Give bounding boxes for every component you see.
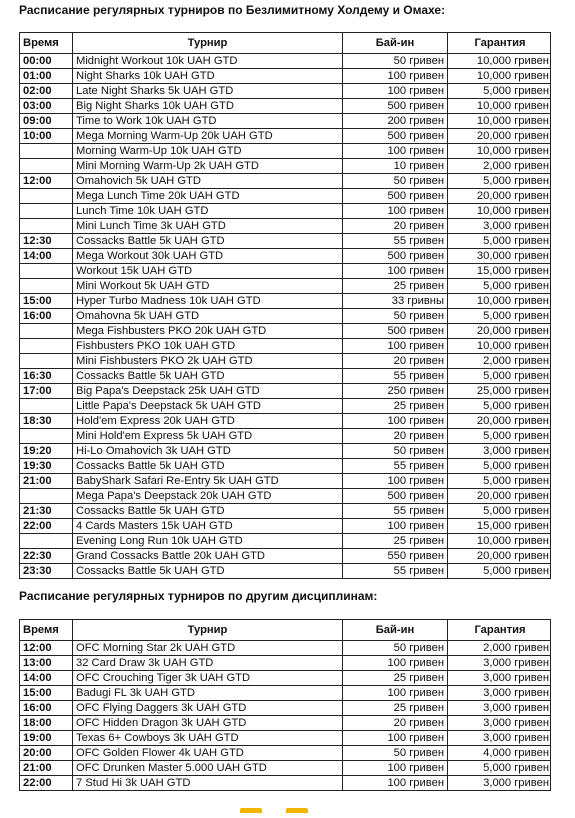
- cell-tournament-name: Time to Work 10k UAH GTD: [73, 114, 343, 129]
- cell-time: 00:00: [20, 54, 73, 69]
- table-row: [20, 309, 551, 324]
- cell-time: 20:00: [20, 746, 73, 761]
- cell-guarantee: 3,000 гривен: [448, 686, 551, 701]
- column-header-guarantee: Гарантия: [448, 620, 551, 641]
- cell-guarantee: 20,000 гривен: [448, 189, 551, 204]
- cell-buyin: 100 гривен: [343, 761, 448, 776]
- cell-buyin: 100 гривен: [343, 776, 448, 791]
- cell-tournament-name: Cossacks Battle 5k UAH GTD: [73, 504, 343, 519]
- cell-time: 18:00: [20, 716, 73, 731]
- table-row: [20, 294, 551, 309]
- table-row: [20, 99, 551, 114]
- cell-time: [20, 489, 73, 504]
- cell-buyin: 200 гривен: [343, 114, 448, 129]
- cell-buyin: 33 гривны: [343, 294, 448, 309]
- cell-guarantee: 30,000 гривен: [448, 249, 551, 264]
- cell-guarantee: 5,000 гривен: [448, 234, 551, 249]
- cell-tournament-name: Omahovna 5k UAH GTD: [73, 309, 343, 324]
- column-header-buyin: Бай-ин: [343, 620, 448, 641]
- cell-buyin: 100 гривен: [343, 414, 448, 429]
- table-row: [20, 339, 551, 354]
- cell-time: [20, 159, 73, 174]
- cell-buyin: 250 гривен: [343, 384, 448, 399]
- cell-guarantee: 3,000 гривен: [448, 656, 551, 671]
- cell-guarantee: 5,000 гривен: [448, 474, 551, 489]
- cell-buyin: 50 гривен: [343, 54, 448, 69]
- holdem-schedule-heading: Расписание регулярных турниров по Безлимитному Холдему и Омахе:: [19, 3, 446, 17]
- cell-buyin: 100 гривен: [343, 339, 448, 354]
- cell-buyin: 25 гривен: [343, 279, 448, 294]
- column-header-guarantee: Гарантия: [448, 33, 551, 54]
- table-row: [20, 159, 551, 174]
- table-row: [20, 549, 551, 564]
- column-header-time: Время: [20, 33, 73, 54]
- cell-tournament-name: OFC Hidden Dragon 3k UAH GTD: [73, 716, 343, 731]
- cell-guarantee: 3,000 гривен: [448, 444, 551, 459]
- cell-time: [20, 204, 73, 219]
- cell-time: 12:00: [20, 174, 73, 189]
- cell-time: 16:30: [20, 369, 73, 384]
- cell-guarantee: 15,000 гривен: [448, 519, 551, 534]
- cell-buyin: 50 гривен: [343, 746, 448, 761]
- cell-guarantee: 3,000 гривен: [448, 731, 551, 746]
- table-row: [20, 54, 551, 69]
- table-row: [20, 279, 551, 294]
- cell-time: 10:00: [20, 129, 73, 144]
- cell-time: 15:00: [20, 686, 73, 701]
- cell-tournament-name: Lunch Time 10k UAH GTD: [73, 204, 343, 219]
- table-header-row: [20, 33, 551, 54]
- cell-buyin: 550 гривен: [343, 549, 448, 564]
- cell-tournament-name: Cossacks Battle 5k UAH GTD: [73, 234, 343, 249]
- cell-guarantee: 10,000 гривен: [448, 534, 551, 549]
- cell-time: 01:00: [20, 69, 73, 84]
- table-row: [20, 234, 551, 249]
- table-row: [20, 641, 551, 656]
- cell-guarantee: 5,000 гривен: [448, 399, 551, 414]
- cell-tournament-name: Texas 6+ Cowboys 3k UAH GTD: [73, 731, 343, 746]
- cell-tournament-name: OFC Drunken Master 5.000 UAH GTD: [73, 761, 343, 776]
- cell-tournament-name: Big Night Sharks 10k UAH GTD: [73, 99, 343, 114]
- cell-guarantee: 20,000 гривен: [448, 489, 551, 504]
- cell-buyin: 55 гривен: [343, 504, 448, 519]
- column-header-time: Время: [20, 620, 73, 641]
- cell-tournament-name: OFC Flying Daggers 3k UAH GTD: [73, 701, 343, 716]
- cell-buyin: 100 гривен: [343, 144, 448, 159]
- cell-buyin: 25 гривен: [343, 399, 448, 414]
- cell-guarantee: 5,000 гривен: [448, 429, 551, 444]
- cell-tournament-name: Midnight Workout 10k UAH GTD: [73, 54, 343, 69]
- cell-buyin: 100 гривен: [343, 84, 448, 99]
- cell-guarantee: 20,000 гривен: [448, 324, 551, 339]
- other-schedule-table: [19, 619, 551, 791]
- table-row: [20, 776, 551, 791]
- cell-time: 16:00: [20, 701, 73, 716]
- cell-buyin: 500 гривен: [343, 489, 448, 504]
- table-row: [20, 671, 551, 686]
- cell-time: 16:00: [20, 309, 73, 324]
- cell-time: 22:00: [20, 519, 73, 534]
- cell-tournament-name: Mini Morning Warm-Up 2k UAH GTD: [73, 159, 343, 174]
- table-row: [20, 189, 551, 204]
- cell-guarantee: 5,000 гривен: [448, 369, 551, 384]
- cell-tournament-name: Omahovich 5k UAH GTD: [73, 174, 343, 189]
- cell-guarantee: 10,000 гривен: [448, 69, 551, 84]
- cell-tournament-name: Hold'em Express 20k UAH GTD: [73, 414, 343, 429]
- cell-tournament-name: Mini Workout 5k UAH GTD: [73, 279, 343, 294]
- table-row: [20, 219, 551, 234]
- cell-tournament-name: Night Sharks 10k UAH GTD: [73, 69, 343, 84]
- table-row: [20, 459, 551, 474]
- table-row: [20, 746, 551, 761]
- cell-buyin: 100 гривен: [343, 474, 448, 489]
- cell-time: 02:00: [20, 84, 73, 99]
- table-row: [20, 129, 551, 144]
- cell-guarantee: 15,000 гривен: [448, 264, 551, 279]
- cell-buyin: 55 гривен: [343, 234, 448, 249]
- cell-buyin: 50 гривен: [343, 309, 448, 324]
- cell-tournament-name: 4 Cards Masters 15k UAH GTD: [73, 519, 343, 534]
- cell-buyin: 10 гривен: [343, 159, 448, 174]
- table-row: [20, 249, 551, 264]
- cell-tournament-name: Mega Morning Warm-Up 20k UAH GTD: [73, 129, 343, 144]
- column-header-buyin: Бай-ин: [343, 33, 448, 54]
- cell-time: [20, 339, 73, 354]
- cell-guarantee: 2,000 гривен: [448, 354, 551, 369]
- cell-time: 21:00: [20, 474, 73, 489]
- cell-guarantee: 25,000 гривен: [448, 384, 551, 399]
- cell-buyin: 500 гривен: [343, 249, 448, 264]
- cell-tournament-name: Mega Papa's Deepstack 20k UAH GTD: [73, 489, 343, 504]
- cell-tournament-name: BabyShark Safari Re-Entry 5k UAH GTD: [73, 474, 343, 489]
- table-row: [20, 174, 551, 189]
- cell-guarantee: 10,000 гривен: [448, 144, 551, 159]
- cell-tournament-name: 32 Card Draw 3k UAH GTD: [73, 656, 343, 671]
- cell-time: 22:00: [20, 776, 73, 791]
- cell-tournament-name: Mini Fishbusters PKO 2k UAH GTD: [73, 354, 343, 369]
- cell-tournament-name: OFC Golden Flower 4k UAH GTD: [73, 746, 343, 761]
- table-row: [20, 354, 551, 369]
- cell-tournament-name: Morning Warm-Up 10k UAH GTD: [73, 144, 343, 159]
- cell-time: [20, 144, 73, 159]
- table-row: [20, 504, 551, 519]
- cell-guarantee: 5,000 гривен: [448, 459, 551, 474]
- cell-time: 15:00: [20, 294, 73, 309]
- cell-tournament-name: Mega Lunch Time 20k UAH GTD: [73, 189, 343, 204]
- cell-time: 17:00: [20, 384, 73, 399]
- cell-buyin: 500 гривен: [343, 189, 448, 204]
- cell-time: 21:00: [20, 761, 73, 776]
- table-row: [20, 444, 551, 459]
- cell-time: 21:30: [20, 504, 73, 519]
- cell-time: 14:00: [20, 671, 73, 686]
- cell-buyin: 20 гривен: [343, 429, 448, 444]
- cell-buyin: 20 гривен: [343, 219, 448, 234]
- cell-buyin: 100 гривен: [343, 731, 448, 746]
- cell-tournament-name: Cossacks Battle 5k UAH GTD: [73, 564, 343, 579]
- cell-tournament-name: Little Papa's Deepstack 5k UAH GTD: [73, 399, 343, 414]
- table-row: [20, 731, 551, 746]
- cell-guarantee: 3,000 гривен: [448, 219, 551, 234]
- cell-buyin: 25 гривен: [343, 534, 448, 549]
- cell-guarantee: 10,000 гривен: [448, 204, 551, 219]
- cell-tournament-name: Mega Workout 30k UAH GTD: [73, 249, 343, 264]
- table-row: [20, 534, 551, 549]
- cell-tournament-name: Late Night Sharks 5k UAH GTD: [73, 84, 343, 99]
- cell-guarantee: 10,000 гривен: [448, 294, 551, 309]
- cell-guarantee: 3,000 гривен: [448, 671, 551, 686]
- cell-time: 22:30: [20, 549, 73, 564]
- cell-guarantee: 5,000 гривен: [448, 309, 551, 324]
- table-row: [20, 519, 551, 534]
- cell-guarantee: 5,000 гривен: [448, 564, 551, 579]
- cell-guarantee: 10,000 гривен: [448, 339, 551, 354]
- cell-buyin: 55 гривен: [343, 564, 448, 579]
- table-row: [20, 474, 551, 489]
- cell-guarantee: 5,000 гривен: [448, 174, 551, 189]
- cell-tournament-name: Cossacks Battle 5k UAH GTD: [73, 459, 343, 474]
- cell-time: 19:30: [20, 459, 73, 474]
- cell-time: [20, 429, 73, 444]
- cell-buyin: 50 гривен: [343, 174, 448, 189]
- table-row: [20, 686, 551, 701]
- cell-guarantee: 20,000 гривен: [448, 129, 551, 144]
- table-row: [20, 414, 551, 429]
- footer-logo-fragment: [240, 800, 340, 805]
- cell-buyin: 100 гривен: [343, 686, 448, 701]
- cell-buyin: 25 гривен: [343, 701, 448, 716]
- cell-tournament-name: Hyper Turbo Madness 10k UAH GTD: [73, 294, 343, 309]
- cell-time: 23:30: [20, 564, 73, 579]
- column-header-tournament: Турнир: [73, 620, 343, 641]
- cell-buyin: 50 гривен: [343, 641, 448, 656]
- cell-tournament-name: Fishbusters PKO 10k UAH GTD: [73, 339, 343, 354]
- cell-tournament-name: 7 Stud Hi 3k UAH GTD: [73, 776, 343, 791]
- cell-guarantee: 2,000 гривен: [448, 159, 551, 174]
- table-row: [20, 716, 551, 731]
- cell-buyin: 100 гривен: [343, 519, 448, 534]
- table-row: [20, 114, 551, 129]
- cell-guarantee: 5,000 гривен: [448, 279, 551, 294]
- cell-buyin: 20 гривен: [343, 354, 448, 369]
- table-row: [20, 761, 551, 776]
- cell-tournament-name: Big Papa's Deepstack 25k UAH GTD: [73, 384, 343, 399]
- table-row: [20, 84, 551, 99]
- cell-buyin: 20 гривен: [343, 716, 448, 731]
- cell-guarantee: 3,000 гривен: [448, 776, 551, 791]
- cell-tournament-name: Cossacks Battle 5k UAH GTD: [73, 369, 343, 384]
- cell-time: [20, 534, 73, 549]
- table-row: [20, 144, 551, 159]
- cell-time: 12:00: [20, 641, 73, 656]
- cell-time: [20, 264, 73, 279]
- cell-tournament-name: Mini Lunch Time 3k UAH GTD: [73, 219, 343, 234]
- cell-tournament-name: OFC Crouching Tiger 3k UAH GTD: [73, 671, 343, 686]
- table-header-row: [20, 620, 551, 641]
- cell-time: 18:30: [20, 414, 73, 429]
- cell-buyin: 55 гривен: [343, 369, 448, 384]
- cell-time: 19:20: [20, 444, 73, 459]
- cell-guarantee: 5,000 гривен: [448, 504, 551, 519]
- cell-buyin: 100 гривен: [343, 264, 448, 279]
- table-row: [20, 324, 551, 339]
- cell-tournament-name: Mini Hold'em Express 5k UAH GTD: [73, 429, 343, 444]
- cell-tournament-name: Hi-Lo Omahovich 3k UAH GTD: [73, 444, 343, 459]
- cell-time: 13:00: [20, 656, 73, 671]
- cell-time: [20, 324, 73, 339]
- cell-time: 09:00: [20, 114, 73, 129]
- table-row: [20, 399, 551, 414]
- table-row: [20, 489, 551, 504]
- table-row: [20, 264, 551, 279]
- cell-time: 19:00: [20, 731, 73, 746]
- cell-time: [20, 189, 73, 204]
- cell-guarantee: 3,000 гривен: [448, 701, 551, 716]
- cell-guarantee: 20,000 гривен: [448, 549, 551, 564]
- cell-guarantee: 5,000 гривен: [448, 761, 551, 776]
- table-row: [20, 369, 551, 384]
- cell-guarantee: 4,000 гривен: [448, 746, 551, 761]
- table-row: [20, 656, 551, 671]
- other-schedule-heading: Расписание регулярных турниров по другим дисциплинам:: [19, 589, 378, 603]
- cell-tournament-name: Badugi FL 3k UAH GTD: [73, 686, 343, 701]
- cell-guarantee: 2,000 гривен: [448, 641, 551, 656]
- table-row: [20, 384, 551, 399]
- cell-guarantee: 10,000 гривен: [448, 54, 551, 69]
- table-row: [20, 204, 551, 219]
- table-row: [20, 429, 551, 444]
- cell-guarantee: 5,000 гривен: [448, 84, 551, 99]
- cell-time: [20, 354, 73, 369]
- cell-time: [20, 279, 73, 294]
- column-header-tournament: Турнир: [73, 33, 343, 54]
- cell-buyin: 55 гривен: [343, 459, 448, 474]
- cell-guarantee: 3,000 гривен: [448, 716, 551, 731]
- cell-time: 12:30: [20, 234, 73, 249]
- cell-time: [20, 399, 73, 414]
- holdem-schedule-table: [19, 32, 551, 579]
- table-row: [20, 701, 551, 716]
- cell-buyin: 100 гривен: [343, 204, 448, 219]
- cell-time: 14:00: [20, 249, 73, 264]
- cell-time: [20, 219, 73, 234]
- cell-guarantee: 10,000 гривен: [448, 99, 551, 114]
- cell-tournament-name: Evening Long Run 10k UAH GTD: [73, 534, 343, 549]
- table-row: [20, 564, 551, 579]
- cell-guarantee: 10,000 гривен: [448, 114, 551, 129]
- cell-buyin: 500 гривен: [343, 99, 448, 114]
- table-row: [20, 69, 551, 84]
- cell-tournament-name: Grand Cossacks Battle 20k UAH GTD: [73, 549, 343, 564]
- cell-buyin: 100 гривен: [343, 656, 448, 671]
- cell-buyin: 100 гривен: [343, 69, 448, 84]
- cell-tournament-name: Workout 15k UAH GTD: [73, 264, 343, 279]
- cell-buyin: 50 гривен: [343, 444, 448, 459]
- cell-time: 03:00: [20, 99, 73, 114]
- cell-buyin: 500 гривен: [343, 129, 448, 144]
- cell-guarantee: 20,000 гривен: [448, 414, 551, 429]
- cell-buyin: 25 гривен: [343, 671, 448, 686]
- cell-tournament-name: Mega Fishbusters PKO 20k UAH GTD: [73, 324, 343, 339]
- cell-buyin: 500 гривен: [343, 324, 448, 339]
- cell-tournament-name: OFC Morning Star 2k UAH GTD: [73, 641, 343, 656]
